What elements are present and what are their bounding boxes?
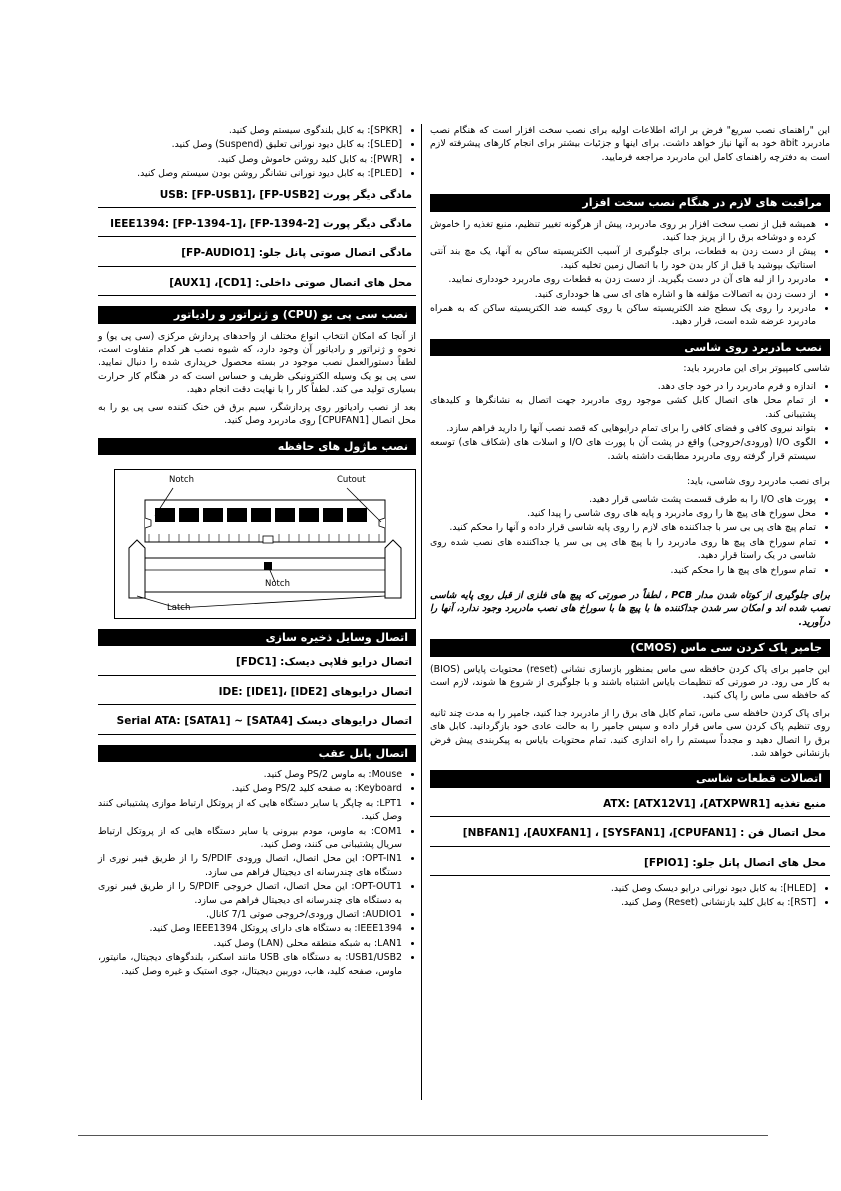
intro-paragraph: این "راهنمای نصب سریع" فرض بر ارائه اطلاعات اولیه برای نصب سخت افزار است که هنگام نصب مادربرد abit خود به آنها نیاز خواهد داشت. برای اینها و جزئیات بیشتر برای انجام کارهای پیشرفته لازم است به دفترچه راهنمای کامل این مادربرد مراجعه فرمایید.: [430, 125, 830, 163]
fdc-header: اتصال درایو فلاپی دیسک: [FDC1]: [98, 652, 416, 675]
chassis-intro-2: برای نصب مادربرد روی شاسی، باید:: [686, 476, 830, 488]
section-title-cmos: جامپر پاک کردن سی ماس (CMOS): [430, 639, 830, 656]
list-item: • AUDIO1: اتصال ورودی/خروجی صوتی 7/1 کانال.: [98, 908, 402, 921]
chassis-intro: شاسی کامپیوتر برای این مادربرد باید:: [683, 363, 830, 375]
list-item: • [PWR]: به کابل کلید روشن خاموش وصل کنید.: [98, 153, 402, 166]
latch-right: [385, 540, 401, 598]
list-item: • اندازه و فرم مادربرد را در خود جای دهد.: [430, 380, 816, 393]
section-title-cpu: نصب سی پی یو (CPU) و ژنراتور و رادیاتور: [98, 306, 416, 323]
notch-label-bottom: Notch: [265, 578, 290, 589]
list-item: • IEEE1394: به دستگاه های دارای پروتکل IEEE1394 وصل کنید.: [98, 922, 402, 935]
list-item: • تمام سوراخ های پیچ ها را محکم کنید.: [430, 564, 816, 577]
precautions-list: [430, 218, 830, 329]
list-item: • [SPKR]: به کابل بلندگوی سیستم وصل کنید.: [98, 124, 402, 137]
rear-panel-list: [98, 768, 416, 978]
list-item: • پورت های I/O را به طرف قسمت پشت شاسی قرار دهید.: [430, 493, 816, 506]
latch-label: Latch: [167, 602, 191, 613]
cmos-paragraph-1: این جامپر برای پاک کردن حافظه سی ماس بمنظور بازسازی نشانی (reset) محتویات پایاس (BIOS) به کار می رود. در صورتی که تنظیمات بایاس اشتباه باشند و با جلوگیری از شروع ها شوند، لازم است که حافظه سی ماس را پاک کنید.: [430, 663, 830, 702]
list-item: • [SLED]: به کابل دیود نورانی تعلیق (Suspend) وصل کنید.: [98, 138, 402, 151]
list-item: • مادربرد را از لبه های آن در دست بگیرید. از دست زدن به قطعات روی مادربرد خودداری نمایید.: [430, 273, 816, 286]
right-column: [430, 124, 830, 914]
list-item: • USB1/USB2: به دستگاه های USB مانند اسکنر، بلندگوهای دیجیتال، مانیتور، ماوس، صفحه کلید، هاب، دوربین دیجیتال، جوی استیک و غیره وصل کنید.: [98, 951, 402, 978]
list-item: • الگوی I/O (ورودی/خروجی) واقع در پشت آن با پورت های I/O و اسلات های (شکاف های) توسعه سیستم قرار گرفته روی مادربرد مطابقت داشته باشد.: [430, 436, 816, 463]
list-item: • پیش از دست زدن به قطعات، برای جلوگیری از آسیب الکتریسیته ساکن به آنها، یک مچ بند آنتی استاتیک بپوشید یا قبل از کار بدن خود را با اتصال زمین تخلیه کنید.: [430, 245, 816, 272]
list-item: • Keyboard: به صفحه کلید PS/2 وصل کنید.: [98, 782, 402, 795]
notch-label-top: Notch: [169, 474, 194, 485]
chassis-warning: برای جلوگیری از کوتاه شدن مدار PCB ، لطفاً در صورتی که پیچ های فلزی از قبل روی پایه شاسی نصب شده اند و امکان سر شدن جداکننده ها با پیچ ها با سوراخ های نصب مادربرد وجود ندارد، آنها را درآورید.: [430, 589, 830, 628]
front-panel-list: [430, 882, 830, 910]
list-item: • LAN1: به شبکه منطقه محلی (LAN) وصل کنید.: [98, 937, 402, 950]
section-title-memory: نصب ماژول های حافظه: [98, 438, 416, 455]
memory-module-diagram: [114, 469, 416, 619]
footer-rule: [78, 1135, 768, 1136]
memory-diagram-svg: [115, 470, 415, 618]
list-item: • LPT1: به چاپگر یا سایر دستگاه هایی که از پروتکل ارتباط موازی پشتیبانی کنند وصل کنید.: [98, 797, 402, 824]
ide-header: اتصال درایوهای IDE: [IDE1]، [IDE2]: [98, 682, 416, 705]
list-item: • تمام پیچ های پی بی سر با جداکننده های لازم را روی پایه شاسی قرار داده و آنها را محکم کنید.: [430, 521, 816, 534]
front-panel-header: محل های اتصال پانل جلو: [FPIO1]: [430, 853, 830, 876]
list-item: • [PLED]: به کابل دیود نورانی نشانگر روشن بودن سیستم وصل کنید.: [98, 167, 402, 180]
chassis-steps-list: [430, 493, 830, 577]
section-title-chassis: نصب مادربرد روی شاسی: [430, 339, 830, 356]
list-item: • مادربرد را روی یک سطح ضد الکتریسیته ساکن یا روی کیسه ضد الکتریسیته ساکن که به همراه مادربرد عرضه شده است، قرار دهید.: [430, 302, 816, 329]
section-title-rear-panel: اتصال پانل عقب: [98, 745, 416, 762]
chassis-requirements-list: [430, 380, 830, 463]
cutout-label: Cutout: [337, 474, 366, 485]
list-item: • از تمام محل های اتصال کابل کشی موجود روی مادربرد جهت اتصال به نشانگرها و کلیدهای پشتیبانی کند.: [430, 394, 816, 421]
front-audio-header: مادگی اتصال صوتی پانل جلو: [FP-AUDIO1]: [98, 243, 416, 266]
module-notch: [263, 536, 273, 543]
left-column: [98, 124, 416, 982]
list-item: • Mouse: به ماوس PS/2 وصل کنید.: [98, 768, 402, 781]
list-item: • [HLED]: به کابل دیود نورانی درایو دیسک وصل کنید.: [430, 882, 816, 895]
list-item: • OPT-OUT1: این محل اتصال، اتصال خروجی S/PDIF را از طریق فیبر نوری به دستگاه های چندرسانه ای دیجیتال فراهم می سازد.: [98, 880, 402, 907]
fan-header: محل اتصال فن : [CPUFAN1]، [SYSFAN1] ، [AUXFAN1]، [NBFAN1]: [430, 823, 830, 846]
cpu-paragraph-2: بعد از نصب رادیاتور روی پردازشگر، سیم برق فن خنک کننده سی پی یو را به محل اتصال [CPUFAN1] روی مادربرد وصل کنید.: [98, 401, 416, 427]
list-item: • [RST]: به کابل کلید بازنشانی (Reset) وصل کنید.: [430, 896, 816, 909]
ieee1394-header: مادگی دیگر پورت IEEE1394: [FP-1394-1]، [FP-1394-2]: [98, 214, 416, 237]
internal-audio-header: محل های اتصال صوتی داخلی: [CD1]، [AUX1]: [98, 273, 416, 296]
section-title-storage: اتصال وسایل ذخیره سازی: [98, 629, 416, 646]
list-item: • OPT-IN1: این محل اتصال، اتصال ورودی S/PDIF را از طریق فیبر نوری از دستگاه های چندرسانه ای دیجیتال فراهم می سازد.: [98, 852, 402, 879]
cmos-paragraph-2: برای پاک کردن حافظه سی ماس، تمام کابل های برق را از مادربرد جدا کنید، جامپر را به مدت چند ثانیه روی تنظیم پاک کردن سی ماس قرار داده و سپس جامپر را به حالت عادی خود بازگردانید. کابل های برق را اتصال دهید و مجدداً سیستم را راه اندازی کنید. تمام محتویات بایاس به پیکربندی پیش فرض بازنشانی خواهد شد.: [430, 707, 830, 760]
list-item: • از دست زدن به اتصالات مؤلفه ها و اشاره های ای سی ها خودداری کنید.: [430, 288, 816, 301]
list-item: • همیشه قبل از نصب سخت افزار بر روی مادربرد، پیش از هرگونه تغییر تنظیم، منبع تغذیه را خاموش کرده و دوشاخه برق را از پریز جدا کنید.: [430, 218, 816, 245]
front-panel-continued-list: [98, 124, 416, 181]
column-divider: [421, 124, 422, 1100]
list-item: • COM1: به ماوس، مودم بیرونی یا سایر دستگاه هایی که از پروتکل ارتباط سریال پشتیبانی می کنند، وصل کنید.: [98, 825, 402, 852]
memory-chips: [155, 508, 367, 522]
section-title-chassis-connections: اتصالات قطعات شاسی: [430, 770, 830, 787]
section-title-precautions: مراقبت های لازم در هنگام نصب سخت افزار: [430, 194, 830, 211]
list-item: • بتواند نیروی کافی و فضای کافی را برای تمام درایوهایی که قصد نصب آنها را دارید فراهم سازد.: [430, 422, 816, 435]
usb-header: مادگی دیگر پورت USB: [FP-USB1]، [FP-USB2]: [98, 185, 416, 208]
sata-header: اتصال درایوهای دیسک Serial ATA: [SATA1] ~ [SATA4]: [98, 711, 416, 734]
cpu-paragraph-1: از آنجا که امکان انتخاب انواع مختلف از واحدهای پردازش مرکزی (سی پی یو) و نحوه و ژنراتور و رادیاتور آن وجود دارد، که شیوه نصب هر کدام متفاوت است، لطفاً دستورالعمل نصب موجود در بسته محصول خریداری شده را دنبال نمایید. سی پی یو یک وسیله الکترونیکی ظریف و حساس است که در هنگام کار حرارت بسیاری تولید می کند. لطفاً کار را با نهایت دقت انجام دهید.: [98, 330, 416, 396]
slot-key: [264, 562, 272, 570]
list-item: • محل سوراخ های پیچ ها را روی مادربرد و پایه های روی شاسی را پیدا کنید.: [430, 507, 816, 520]
list-item: • تمام سوراخ های پیچ ها روی مادربرد را با پیچ های پی بی سر یا جداکننده های نصب شده روی شاسی در یک راستا قرار دهید.: [430, 536, 816, 563]
latch-left: [129, 540, 145, 598]
atx-power-header: منبع تغذیه ATX: [ATX12V1] ،[ATXPWR1]: [430, 794, 830, 817]
